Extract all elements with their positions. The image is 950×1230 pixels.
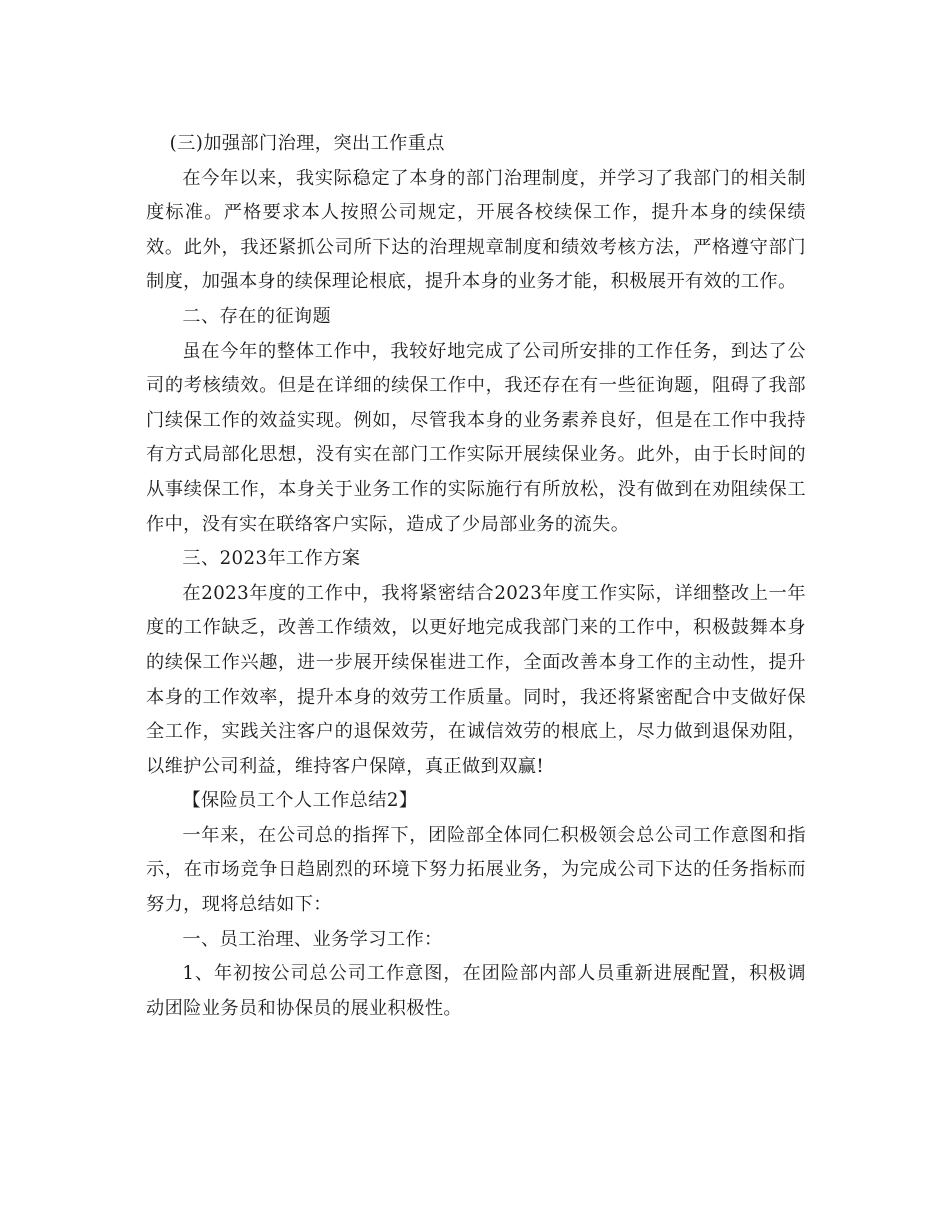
paragraph-existing-problems: 虽在今年的整体工作中，我较好地完成了公司所安排的工作任务，到达了公司的考核绩效。但是在详细的续保工作中，我还存在有一些征询题，阻碍了我部门续保工作的效益实现。例如，尽管我本身的业务素养良好，但是在工作中我持有方式局部化思想，没有实在部门工作实际开展续保业务。此外，由于长时间的从事续保工作，本身关于业务工作的实际施行有所放松，没有做到在劝阻续保工作中，没有实在联络客户实际，造成了少局部业务的流失。 xyxy=(146,340,806,535)
summary-title-2: 【保险员工个人工作总结2】 xyxy=(182,790,418,812)
paragraph-department-management: 在今年以来，我实际稳定了本身的部门治理制度，并学习了我部门的相关制度标准。严格要求本人按照公司规定，开展各校续保工作，提升本身的续保绩效。此外，我还紧抓公司所下达的治理规章制度和绩效考核方法，严格遵守部门制度，加强本身的续保理论根底，提升本身的业务才能，积极展开有效的工作。 xyxy=(146,167,806,293)
document-body xyxy=(146,127,806,1026)
paragraph-staff-allocation: 1、年初按公司总公司工作意图，在团险部内部人员重新进展配置，积极调动团险业务员和协保员的展业积极性。 xyxy=(146,963,806,1019)
section-heading-staff-management: 一、员工治理、业务学习工作： xyxy=(182,928,443,950)
section-heading-work-plan: 三、2023年工作方案 xyxy=(182,548,361,570)
section-heading-strengthen-management: (三)加强部门治理，突出工作重点 xyxy=(169,133,445,154)
paragraph-summary-intro: 一年来，在公司总的指挥下，团险部全体同仁积极领会总公司工作意图和指示，在市场竞争日趋剧烈的环境下努力拓展业务，为完成公司下达的任务指标而努力，现将总结如下： xyxy=(146,824,806,916)
section-heading-existing-problems: 二、存在的征询题 xyxy=(182,305,332,327)
paragraph-work-plan: 在2023年度的工作中，我将紧密结合2023年度工作实际，详细整改上一年度的工作缺乏，改善工作绩效，以更好地完成我部门来的工作中，积极鼓舞本身的续保工作兴趣，进一步展开续保崔进工作，全面改善本身工作的主动性，提升本身的工作效率，提升本身的效劳工作质量。同时，我还将紧密配合中支做好保全工作，实践关注客户的退保效劳，在诚信效劳的根底上，尽力做到退保劝阻，以维护公司利益，维持客户保障，真正做到双赢! xyxy=(146,582,806,777)
